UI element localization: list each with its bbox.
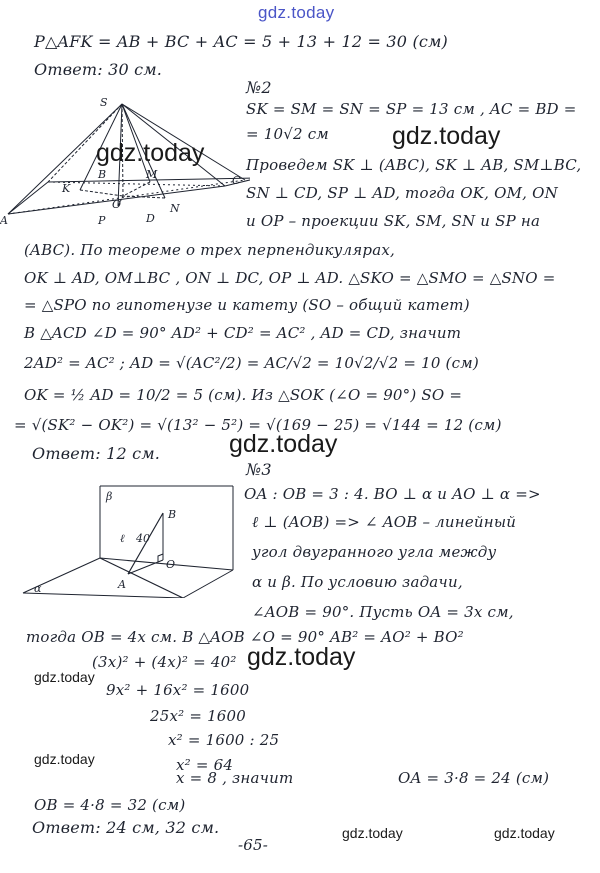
task3-eq-5: x² = 64 (176, 756, 234, 774)
fig3-label-b: B (168, 508, 177, 521)
task3-line-5: ∠AOB = 90°. Пусть OA = 3x см, (252, 603, 514, 621)
task2-line-3: Проведем SK ⊥ (ABC), SK ⊥ AB, SM⊥BC, (246, 156, 582, 174)
task2-answer: Ответ: 12 см. (32, 444, 161, 463)
fig2-label-n: N (170, 202, 180, 215)
watermark-2: gdz.today (96, 139, 205, 167)
task3-oa-result: OA = 3·8 = 24 (см) (398, 769, 550, 787)
fig2-label-c: C (232, 174, 241, 187)
task2-line-9: В △ACD ∠D = 90° AD² + CD² = AC² , AD = CD, значит (24, 324, 462, 342)
fig3-label-l: ℓ (120, 532, 125, 545)
watermark-3: gdz.today (229, 430, 338, 458)
task2-line-11: OK = ½ AD = 10/2 = 5 (см). Из △SOK (∠O = 90°) SO = (24, 386, 463, 404)
task3-answer: Ответ: 24 см, 32 см. (32, 818, 220, 837)
task3-ob-result: OB = 4·8 = 32 (см) (34, 796, 186, 814)
fig3-label-40: 40 (136, 532, 150, 545)
task3-line-6: тогда OB = 4x см. В △AOB ∠O = 90° AB² = AO² + BO² (26, 628, 464, 646)
task2-line-4: SN ⊥ CD, SP ⊥ AD, тогда OK, OM, ON (246, 184, 558, 202)
task2-line-7: OK ⊥ AD, OM⊥BC , ON ⊥ DC, OP ⊥ AD. △SKO = △SMO = △SNO = (24, 269, 556, 287)
task3-line-2: ℓ ⊥ (AOB) => ∠ AOB – линейный (252, 513, 517, 531)
task2-line-12: = √(SK² − OK²) = √(13² − 5²) = √(169 − 25) = √144 = 12 (см) (14, 416, 502, 434)
fig2-label-m: M (146, 168, 158, 181)
page-number: -65- (238, 836, 269, 854)
task1-answer: Ответ: 30 см. (34, 60, 163, 79)
task3-eq-6: x = 8 , значит (176, 769, 294, 787)
task1-perimeter-line: P△AFK = AB + BC + AC = 5 + 13 + 12 = 30 (см) (34, 32, 448, 51)
watermark-4: gdz.today (247, 643, 356, 671)
task3-eq-4: x² = 1600 : 25 (168, 731, 280, 749)
fig3-label-alpha: α (34, 582, 42, 595)
fig2-label-a: A (0, 214, 8, 227)
task2-line-1: SK = SM = SN = SP = 13 см , AC = BD = (246, 100, 577, 118)
fig2-label-p: P (98, 214, 106, 227)
fig2-label-s: S (100, 96, 108, 109)
fig3-label-a: A (118, 578, 126, 591)
task3-eq-1: (3x)² + (4x)² = 40² (92, 653, 237, 671)
watermark-1: gdz.today (392, 122, 501, 150)
task2-line-2: = 10√2 см (246, 125, 329, 143)
task2-line-5: и OP – проекции SK, SM, SN и SP на (246, 212, 541, 230)
task2-line-10: 2AD² = AC² ; AD = √(AC²/2) = AC/√2 = 10√2/√2 = 10 (см) (24, 354, 479, 372)
task3-line-4: α и β. По условию задачи, (252, 573, 463, 591)
fig2-label-k: K (62, 182, 71, 195)
task2-line-6: (ABC). По теореме о трех перпендикулярах, (24, 241, 395, 259)
task3-line-3: угол двугранного угла между (252, 543, 497, 561)
watermark-top: gdz.today (258, 3, 335, 22)
fig3-label-o: O (166, 558, 176, 571)
task3-eq-3: 25x² = 1600 (150, 707, 247, 725)
task2-line-8: = △SPO по гипотенузе и катету (SO – общий катет) (24, 296, 470, 314)
task3-eq-2: 9x² + 16x² = 1600 (106, 681, 250, 699)
fig3-label-beta: β (106, 490, 113, 503)
dihedral-figure (8, 478, 243, 598)
fig2-label-o: O (112, 198, 122, 211)
watermark-5: gdz.today (34, 669, 95, 685)
task3-line-1: OA : OB = 3 : 4. BO ⊥ α и AO ⊥ α => (244, 485, 541, 503)
watermark-7: gdz.today (342, 825, 403, 841)
fig2-label-b: B (98, 168, 107, 181)
fig2-label-d: D (146, 212, 155, 225)
task2-number: №2 (246, 78, 272, 97)
task3-number: №3 (246, 460, 272, 479)
watermark-8: gdz.today (494, 825, 555, 841)
watermark-6: gdz.today (34, 751, 95, 767)
